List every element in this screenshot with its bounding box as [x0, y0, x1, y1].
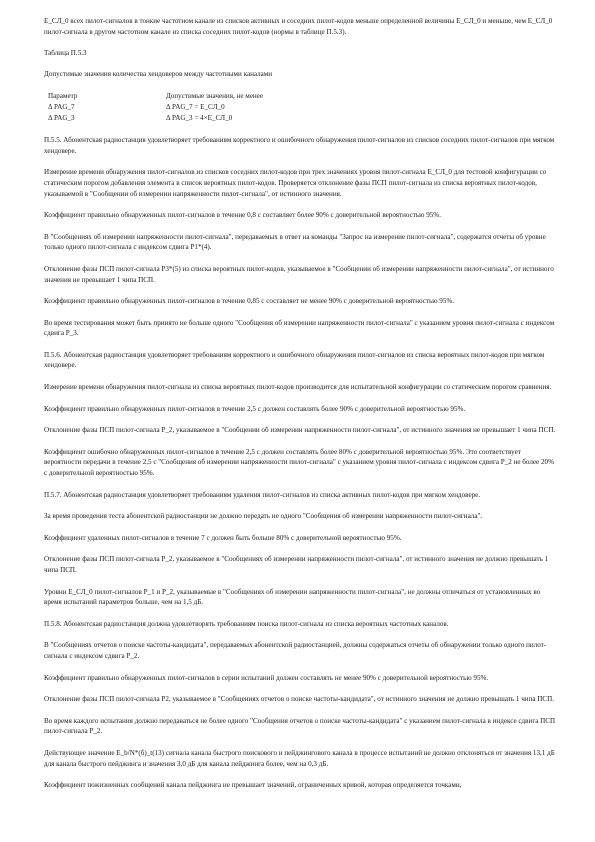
header-value: Допустимые значения, не менее	[166, 92, 263, 101]
intro-paragraph: E_CЛ_0 всех пилот-сигналов в тонкие частотном канале из списков активных и соседних пилот-кодов меньше определенной величины E_CЛ_0 и меньше, чем E_CЛ_0 пилот-сигнала в другом частотном канале из списка соседних пилот-кодов (нормы в таблице П.5.3).	[44, 17, 553, 36]
paragraph: П.5.6. Абонентская радиостанция удовлетворяет требованиям корректного и ошибочного обнаружения пилот-сигналов из списка вероятных пилот-кодов при мягком хендовере.	[44, 350, 545, 370]
paragraph: В "Сообщениях отчетов о поиске частоты-кандидата", передаваемых абонентской радиостанцией, должны содержаться отчеты об обнаружении только одного пилот-сигнала с индексом сдвига P_2.	[44, 641, 547, 660]
paragraph: П.5.8. Абонентская радиостанция должна удовлетворять требованиям поиска пилот-сигнала из списка вероятных частотных каналов.	[44, 619, 449, 628]
paragraph: В "Сообщениях об измерении напряженности пилот-сигнала", передаваемых в ответ на команды "Запрос на измерение пилот-сигнала", содержатся отчеты об уровне только одного пилот-сигнала с индексом сдвига P1*(4).	[44, 232, 546, 252]
paragraph: Уровни E_CЛ_0 пилот-сигналов P_1 и P_2, указываемые в "Сообщениях об измерении напряженности пилот-сигнала", не должны отличаться от установленных во время испытаний параметров больше, чем на 1,5 дБ.	[44, 587, 541, 607]
header-param: Параметр	[48, 92, 78, 101]
table-caption: Допустимые значения количества хендоверов между частотными каналами	[44, 69, 273, 78]
paragraph: Действующее значение E_b/N*(б)_t(13) сигнала канала быстрого поискового и пейджингового канала в процессе испытаний не должно отклоняться от значения 13,1 дБ для канала быстрого пейджинга и значения 3,0 дБ для канала пейджинга более, чем на 0,3 дБ.	[44, 748, 555, 768]
table-row	[44, 113, 366, 124]
paragraph: Коэффициент правильно обнаруженных пилот-сигналов в течение 0,85 с составляет не менее 90% с доверительной вероятностью 95%.	[44, 297, 455, 306]
paragraph: Коэффициент правильно обнаруженных пилот-сигналов в серии испытаний должен составлять не менее 90% с доверительной вероятностью 95%.	[44, 673, 489, 682]
paragraph: Коэффициент удаленных пилот-сигналов в течение 7 с должен быть больше 80% с доверительной вероятностью 95%.	[44, 533, 402, 542]
body-text	[44, 135, 556, 791]
table-row	[44, 102, 366, 113]
paragraph: Измерение времени обнаружения пилот-сигналов из списков соседних пилот-кодов при трех значениях уровня пилот-сигнала E_CЛ_0 для тестовой конфигурации со статическим порогом добавления элемента в список вероятных пилот-кодов. Проверяется отклонение фазы ПСП пилот-сигнала из списка вероятных пилот-кодов, указываемой в "Сообщении об измерении напряженности пилот-сигнала", от истинного значения.	[44, 168, 547, 198]
paragraph: Отклонение фазы ПСП пилот-сигнала P_2, указываемое в "Сообщении об измерении напряженности пилот-сигнала", от истинного значения не превышает 1 чипа ПСП.	[44, 426, 556, 435]
paragraph: Отклонение фазы ПСП пилот-сигнала P3*(5) из списка вероятных пилот-кодов, указываемое в "Сообщении об измерении напряженности пилот-сигнала", от истинного значения не превышает 1 чипа ПСП.	[44, 264, 554, 284]
parameters-table	[44, 91, 366, 123]
paragraph: П.5.7. Абонентская радиостанция удовлетворяет требованиям удаления пилот-сигналов из списка активных пилот-кодов при мягком хендовере.	[44, 490, 481, 499]
paragraph: Отклонение фазы ПСП пилот-сигнала P_2, указываемое в "Сообщениях об измерении напряженности пилот-сигнала", от истинного значения не должно превышать 1 чипа ПСП.	[44, 555, 549, 574]
paragraph: Во время тестирования может быть принято не больше одного "Сообщения об измерении напряженности пилот-сигнала" с указанием уровня пилот-сигнала с индексом сдвига P_3.	[44, 318, 555, 338]
row-param: Δ PAG_7	[48, 102, 75, 111]
row-value: Δ PAG_3 = 4×E_CЛ_0	[166, 113, 233, 122]
paragraph: Коэффициент пожизненных сообщений канала пейджинга не превышает значений, ограниченных кривой, которая определяется точками,	[44, 781, 462, 790]
table-header-row	[44, 91, 366, 102]
paragraph: Коэффициент правильно обнаруженных пилот-сигналов в течение 0,8 с составляет более 90% с доверительной вероятностью 95%.	[44, 211, 441, 220]
table-reference: Таблица П.5.3	[44, 49, 87, 58]
paragraph: За время проведения теста абонентской радиостанции не должно передать не одного "Сообщения об измерении напряженности пилот-сигнала".	[44, 512, 483, 521]
paragraph: Измерение времени обнаружения пилот-сигнала из списка вероятных пилот-кодов производится для испытательной конфигурации со статическим порогом сравнения.	[44, 383, 552, 392]
paragraph: Во время каждого испытания должно передаваться не более одного "Сообщения отчетов о поиске частоты-кандидата" с указанием пилот-сигнала в индексе сдвига ПСП пилот-сигнала P_2.	[44, 716, 556, 736]
row-value: Δ PAG_7 = E_CЛ_0	[166, 102, 225, 111]
row-param: Δ PAG_3	[48, 113, 75, 122]
paragraph: Отклонение фазы ПСП пилот-сигнала P2, указываемое в "Сообщениях отчетов о поиске частоты-кандидата", от истинного значения не должно превышать 1 чипа ПСП.	[44, 695, 555, 704]
paragraph: Коэффициент правильно обнаруженных пилот-сигналов в течение 2,5 с должен составлять более 90% с доверительной вероятностью 95%.	[44, 404, 466, 413]
paragraph: Коэффициент ошибочно обнаруженных пилот-сигналов в течение 2,5 с должен составлять более 80% с доверительной вероятностью 95%. Это соответствует вероятности передачи в течение 2,5 с "Сообщения об измерении напряженности пилот-сигнала" с указанием уровня пилот-сигнала с индексом сдвига P_2 не более 20% с доверительной вероятностью 95%.	[44, 447, 554, 478]
document-page	[44, 16, 556, 802]
paragraph: П.5.5. Абонентская радиостанция удовлетворяет требованиям корректного и ошибочного обнаружения пилот-сигналов из списков соседних пилот-сигналов при мягком хендовере.	[44, 136, 555, 155]
